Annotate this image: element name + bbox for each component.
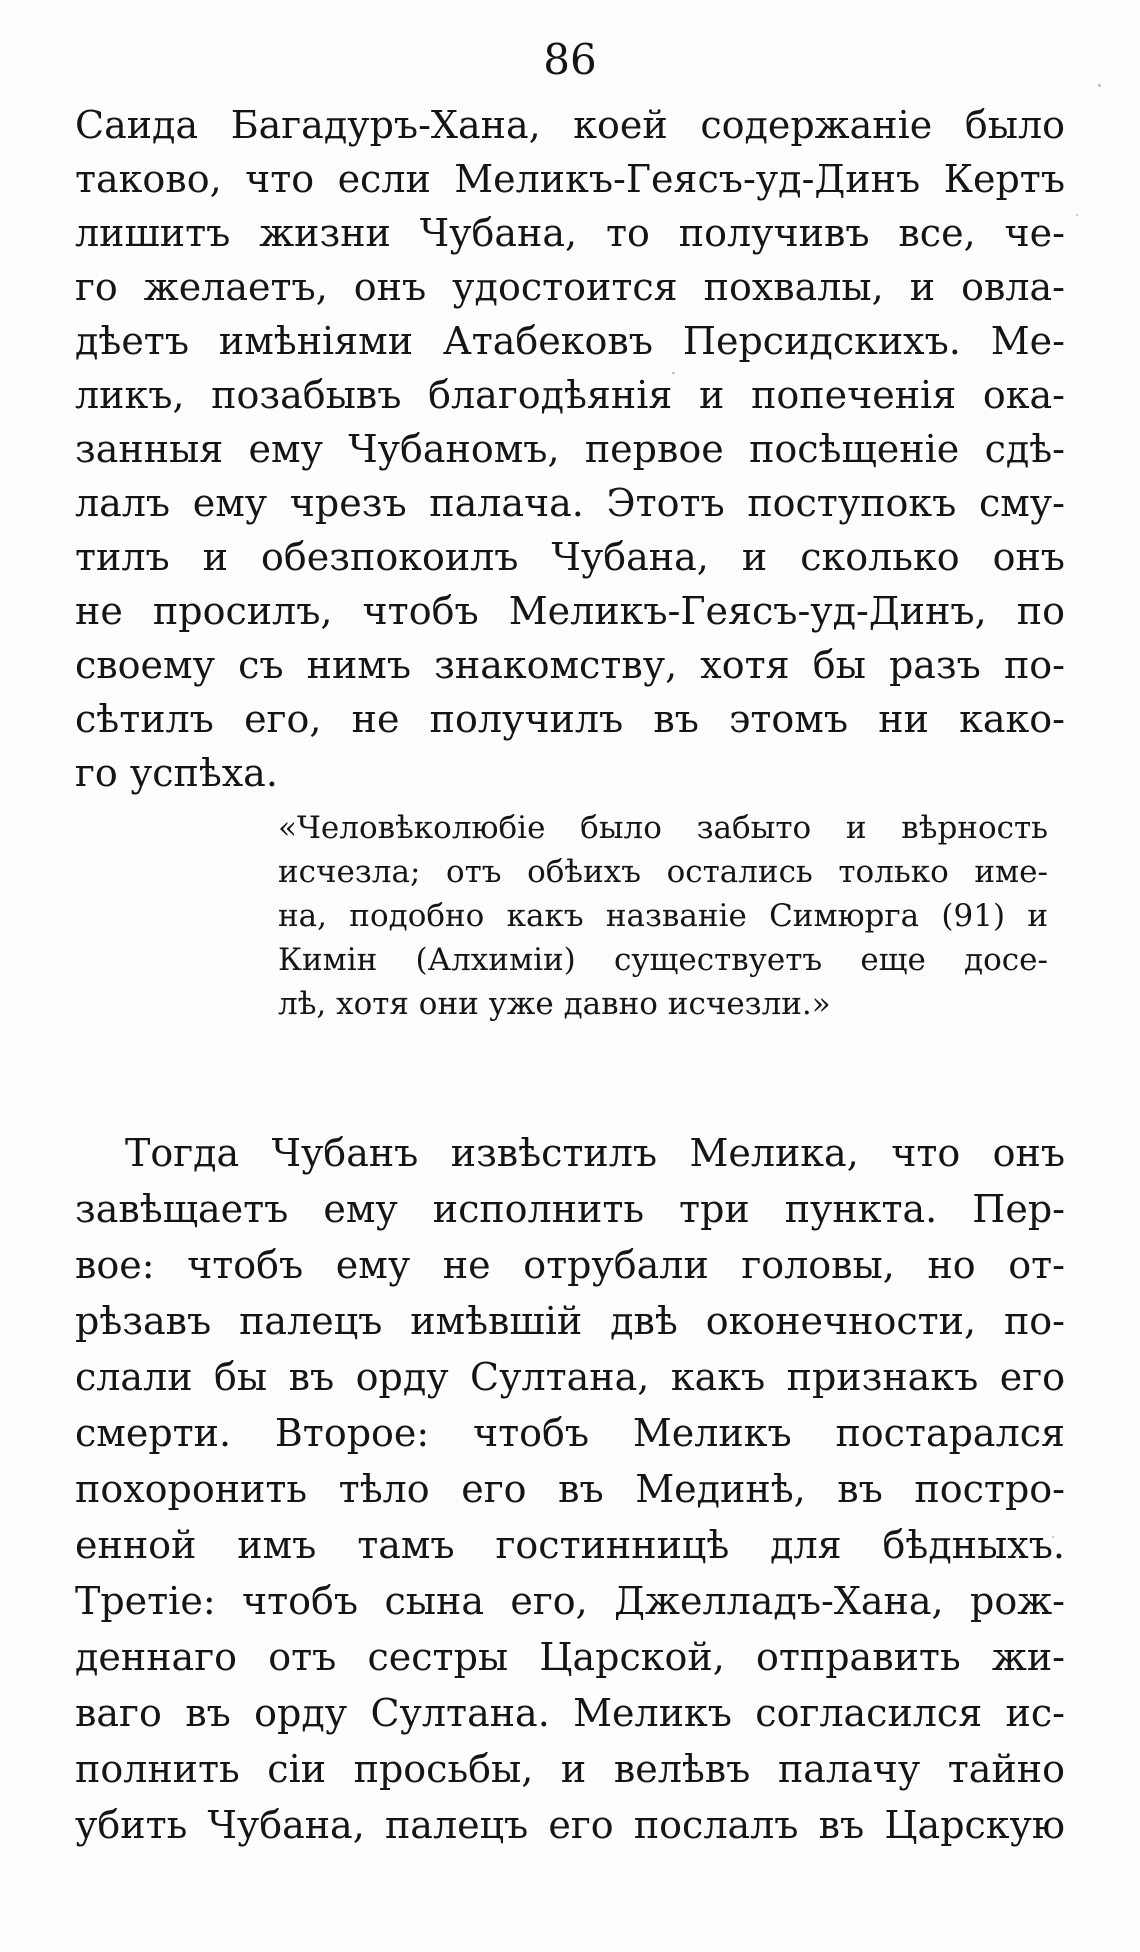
- text-line: дѣетъ имѣніями Атабековъ Персидскихъ. Ме-: [75, 319, 1065, 363]
- text-line: го желаетъ, онъ удостоится похвалы, и овла-: [75, 265, 1065, 309]
- scan-speck: [1098, 84, 1101, 87]
- scan-speck: [672, 372, 675, 374]
- text-line: завѣщаетъ ему исполнить три пункта. Пер-: [75, 1187, 1065, 1231]
- text-line: ваго въ орду Султана. Меликъ согласился ис-: [75, 1691, 1065, 1735]
- text-line: убить Чубана, палецъ его послалъ въ Царскую: [75, 1803, 1065, 1847]
- text-line: слали бы въ орду Султана, какъ признакъ его: [75, 1355, 1065, 1399]
- text-line: деннаго отъ сестры Царской, отправить жи-: [75, 1635, 1065, 1679]
- quote-line: исчезла; отъ обѣихъ остались только име-: [278, 854, 1048, 890]
- text-line: вое: чтобъ ему не отрубали головы, но от-: [75, 1243, 1065, 1287]
- text-line: лалъ ему чрезъ палача. Этотъ поступокъ сму-: [75, 481, 1065, 525]
- scan-speck: [1062, 1380, 1064, 1383]
- page-number: 86: [543, 35, 597, 84]
- text-line: смерти. Второе: чтобъ Меликъ постарался: [75, 1411, 1065, 1455]
- text-line: тилъ и обезпокоилъ Чубана, и сколько онъ: [75, 535, 1065, 579]
- quote-line: Кимін (Алхиміи) существуетъ еще досе-: [278, 942, 1048, 978]
- text-line: ликъ, позабывъ благодѣянія и попеченія ока-: [75, 373, 1065, 417]
- text-line: своему съ нимъ знакомству, хотя бы разъ по-: [75, 643, 1065, 687]
- text-line: сѣтилъ его, не получилъ въ этомъ ни како-: [75, 697, 1065, 741]
- scan-speck: [1076, 214, 1078, 216]
- text-line: занныя ему Чубаномъ, первое посѣщеніе сдѣ-: [75, 427, 1065, 471]
- text-line: Тогда Чубанъ извѣстилъ Мелика, что онъ: [125, 1131, 1065, 1175]
- text-line: Третіе: чтобъ сына его, Джелладъ-Хана, рож-: [75, 1579, 1065, 1623]
- text-line: Саида Багадуръ-Хана, коей содержаніе было: [75, 103, 1065, 147]
- quote-line: лѣ, хотя они уже давно исчезли.»: [278, 986, 831, 1022]
- quote-line: на, подобно какъ названіе Симюрга (91) и: [278, 898, 1048, 934]
- text-line: енной имъ тамъ гостинницѣ для бѣдныхъ.: [75, 1523, 1065, 1567]
- text-line: похоронить тѣло его въ Мединѣ, въ постро-: [75, 1467, 1065, 1511]
- text-line: полнить сіи просьбы, и велѣвъ палачу тайно: [75, 1747, 1065, 1791]
- text-line: таково, что если Меликъ-Геясъ-уд-Динъ Кертъ: [75, 157, 1065, 201]
- text-line: рѣзавъ палецъ имѣвшій двѣ оконечности, по-: [75, 1299, 1065, 1343]
- text-line: лишитъ жизни Чубана, то получивъ все, че-: [75, 211, 1065, 255]
- scan-speck: [1052, 1536, 1054, 1538]
- text-line: го успѣха.: [75, 751, 278, 795]
- quote-line: «Человѣколюбіе было забыто и вѣрность: [278, 810, 1048, 846]
- text-line: не просилъ, чтобъ Меликъ-Геясъ-уд-Динъ, по: [75, 589, 1065, 633]
